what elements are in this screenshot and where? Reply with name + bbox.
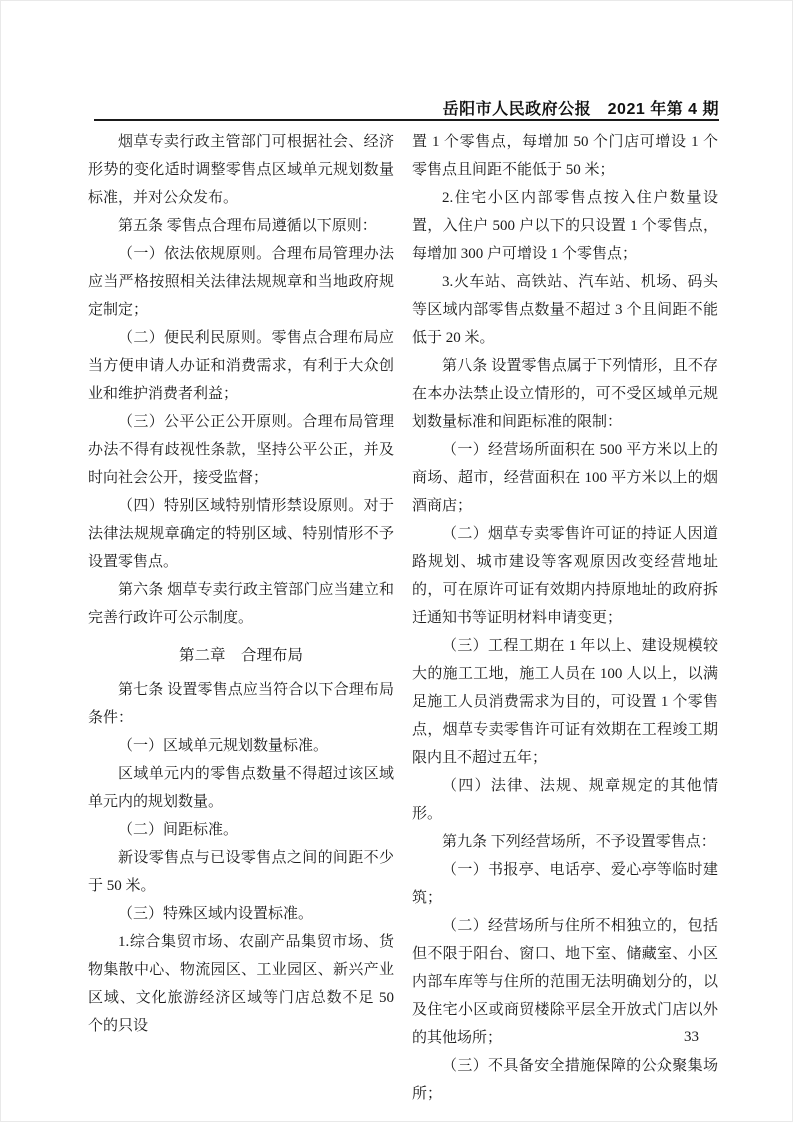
paragraph: （四）法律、法规、规章规定的其他情形。 (412, 778, 718, 822)
chapter-heading: 第二章 合理布局 (178, 647, 303, 664)
paragraph: （一）依法依规原则。合理布局管理办法应当严格按照相关法律法规规章和当地政府规定制定； (88, 246, 394, 318)
page-number: 33 (684, 1029, 699, 1045)
paragraph: 第七条 设置零售点应当符合以下合理布局条件： (88, 682, 394, 726)
paragraph-continuation: 置 1 个零售点，每增加 50 个门店可增设 1 个零售点且间距不能低于 50 米； (412, 134, 718, 178)
paragraph: （四）特别区域特别情形禁设原则。对于法律法规规章确定的特别区域、特别情形不予设置零售点。 (88, 498, 394, 570)
paragraph: （二）间距标准。 (118, 822, 239, 838)
paragraph: （二）经营场所与住所不相独立的，包括但不限于阳台、窗口、地下室、储藏室、小区内部车库等与住所的范围无法明确划分的，以及住宅小区或商贸楼除平层全开放式门店以外的其他场所； (412, 918, 718, 1046)
page-body (88, 128, 718, 1113)
paragraph: 烟草专卖行政主管部门可根据社会、经济形势的变化适时调整零售点区域单元规划数量标准，并对公众发布。 (88, 134, 394, 206)
right-column (412, 128, 718, 1113)
paragraph: （三）工程工期在 1 年以上、建设规模较大的施工工地，施工人员在 100 人以上，以满足施工人员消费需求为目的，可设置 1 个零售点，烟草专卖零售许可证有效期在工程竣工期限内且不超过五年； (412, 638, 718, 766)
paragraph: 3.火车站、高铁站、汽车站、机场、码头等区域内部零售点数量不超过 3 个且间距不能低于 20 米。 (412, 274, 718, 346)
header-rule (94, 119, 719, 121)
left-column (88, 128, 394, 1113)
paragraph: （二）烟草专卖零售许可证的持证人因道路规划、城市建设等客观原因改变经营地址的，可在原许可证有效期内持原地址的政府拆迁通知书等证明材料申请变更； (412, 526, 718, 626)
paragraph: 第五条 零售点合理布局遵循以下原则： (118, 218, 377, 234)
paragraph: （三）不具备安全措施保障的公众聚集场所； (412, 1058, 718, 1102)
paragraph: （三）公平公正公开原则。合理布局管理办法不得有歧视性条款，坚持公平公正，并及时向社会公开，接受监督； (88, 414, 394, 486)
paragraph: 新设零售点与已设零售点之间的间距不少于 50 米。 (88, 850, 394, 894)
page-header-title: 岳阳市人民政府公报 2021 年第 4 期 (442, 101, 719, 118)
paragraph: （一）书报亭、电话亭、爱心亭等临时建筑； (412, 862, 718, 906)
paragraph: 1.综合集贸市场、农副产品集贸市场、货物集散中心、物流园区、工业园区、新兴产业区域、文化旅游经济区域等门店总数不足 50 个的只设 (88, 934, 394, 1034)
paragraph: （三）特殊区域内设置标准。 (118, 906, 314, 922)
paragraph: （二）便民利民原则。零售点合理布局应当方便申请人办证和消费需求，有利于大众创业和维护消费者利益； (88, 330, 394, 402)
paragraph: （一）区域单元规划数量标准。 (118, 738, 329, 754)
paragraph: 第九条 下列经营场所，不予设置零售点： (442, 834, 716, 850)
paragraph: 区域单元内的零售点数量不得超过该区域单元内的规划数量。 (88, 766, 394, 810)
paragraph: 第八条 设置零售点属于下列情形，且不存在本办法禁止设立情形的，可不受区域单元规划数量标准和间距标准的限制： (412, 358, 718, 430)
paragraph: 2.住宅小区内部零售点按入住户数量设置，入住户 500 户以下的只设置 1 个零售点，每增加 300 户可增设 1 个零售点； (412, 190, 718, 262)
paragraph: 第六条 烟草专卖行政主管部门应当建立和完善行政许可公示制度。 (88, 582, 394, 626)
paragraph: （一）经营场所面积在 500 平方米以上的商场、超市，经营面积在 100 平方米以上的烟酒商店； (412, 442, 718, 514)
